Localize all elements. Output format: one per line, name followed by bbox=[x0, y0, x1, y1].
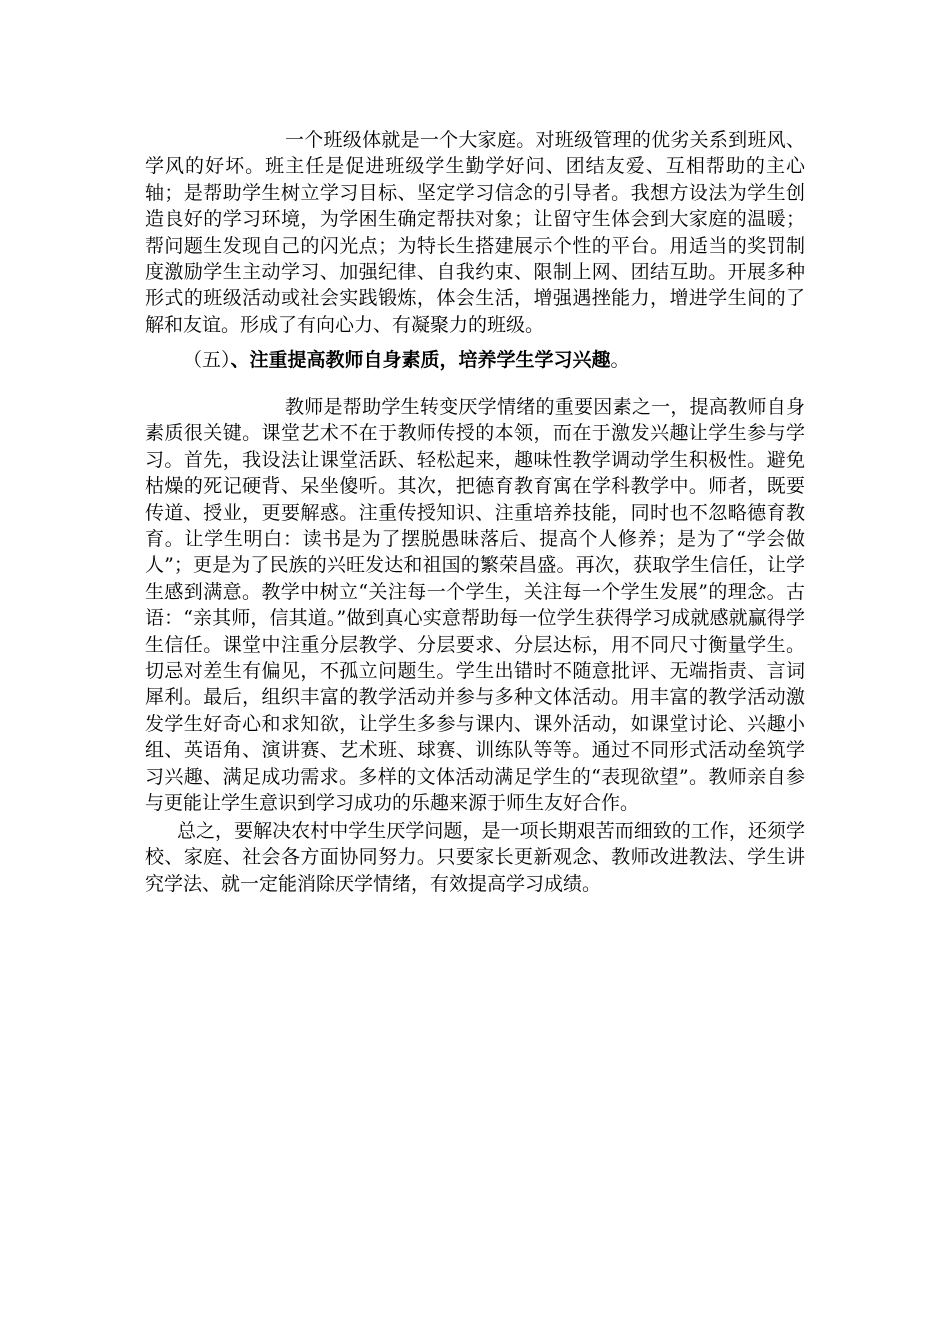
section-heading-end: 。 bbox=[610, 349, 630, 371]
paragraph-conclusion: 总之，要解决农村中学生厌学问题，是一项长期艰苦而细致的工作，还须学校、家庭、社会各方面协同努力。只要家长更新观念、教师改进教法、学生讲究学法、就一定能消除厌学情绪，有效提高学习成绩。 bbox=[145, 820, 805, 895]
section-heading-number: （五） bbox=[183, 349, 231, 371]
section-heading-text: 、注重提高教师自身素质，培养学生学习兴趣 bbox=[230, 349, 611, 371]
section-heading-five bbox=[145, 347, 805, 373]
paragraph-class-management: 一个班级体就是一个大家庭。对班级管理的优劣关系到班风、学风的好坏。班主任是促进班级学生勤学好问、团结友爱、互相帮助的主心轴；是帮助学生树立学习目标、坚定学习信念的引导者。我想方设法为学生创造良好的学习环境，为学困生确定帮扶对象；让留守生体会到大家庭的温暖；帮问题生发现自己的闪光点；为特长生搭建展示个性的平台。用适当的奖罚制度激励学生主动学习、加强纪律、自我约束、限制上网、团结互助。开展多种形式的班级活动或社会实践锻炼，体会生活，增强遇挫能力，增进学生间的了解和友谊。形成了有向心力、有凝聚力的班级。 bbox=[145, 129, 805, 336]
paragraph-teacher-quality: 教师是帮助学生转变厌学情绪的重要因素之一，提高教师自身素质很关键。课堂艺术不在于教师传授的本领，而在于激发兴趣让学生参与学习。首先，我设法让课堂活跃、轻松起来，趣味性教学调动学生积极性。避免枯燥的死记硬背、呆坐傻听。其次，把德育教育寓在学科教学中。师者，既要传道、授业，更要解惑。注重传授知识、注重培养技能，同时也不忽略德育教育。让学生明白：读书是为了摆脱愚昧落后、提高个人修养；是为了“学会做人”；更是为了民族的兴旺发达和祖国的繁荣昌盛。再次，获取学生信任，让学生感到满意。教学中树立“关注每一个学生，关注每一个学生发展”的理念。古语：“亲其师，信其道。”做到真心实意帮助每一位学生获得学习成就感就赢得学生信任。课堂中注重分层教学、分层要求、分层达标，用不同尺寸衡量学生。切忌对差生有偏见，不孤立问题生。学生出错时不随意批评、无端指责、言词犀利。最后，组织丰富的教学活动并参与多种文体活动。用丰富的教学活动激发学生好奇心和求知欲，让学生多参与课内、课外活动，如课堂讨论、兴趣小组、英语角、演讲赛、艺术班、球赛、训练队等等。通过不同形式活动垒筑学习兴趣、满足成功需求。多样的文体活动满足学生的“表现欲望”。教师亲自参与更能让学生意识到学习成功的乐趣来源于师生友好合作。 bbox=[145, 396, 805, 815]
